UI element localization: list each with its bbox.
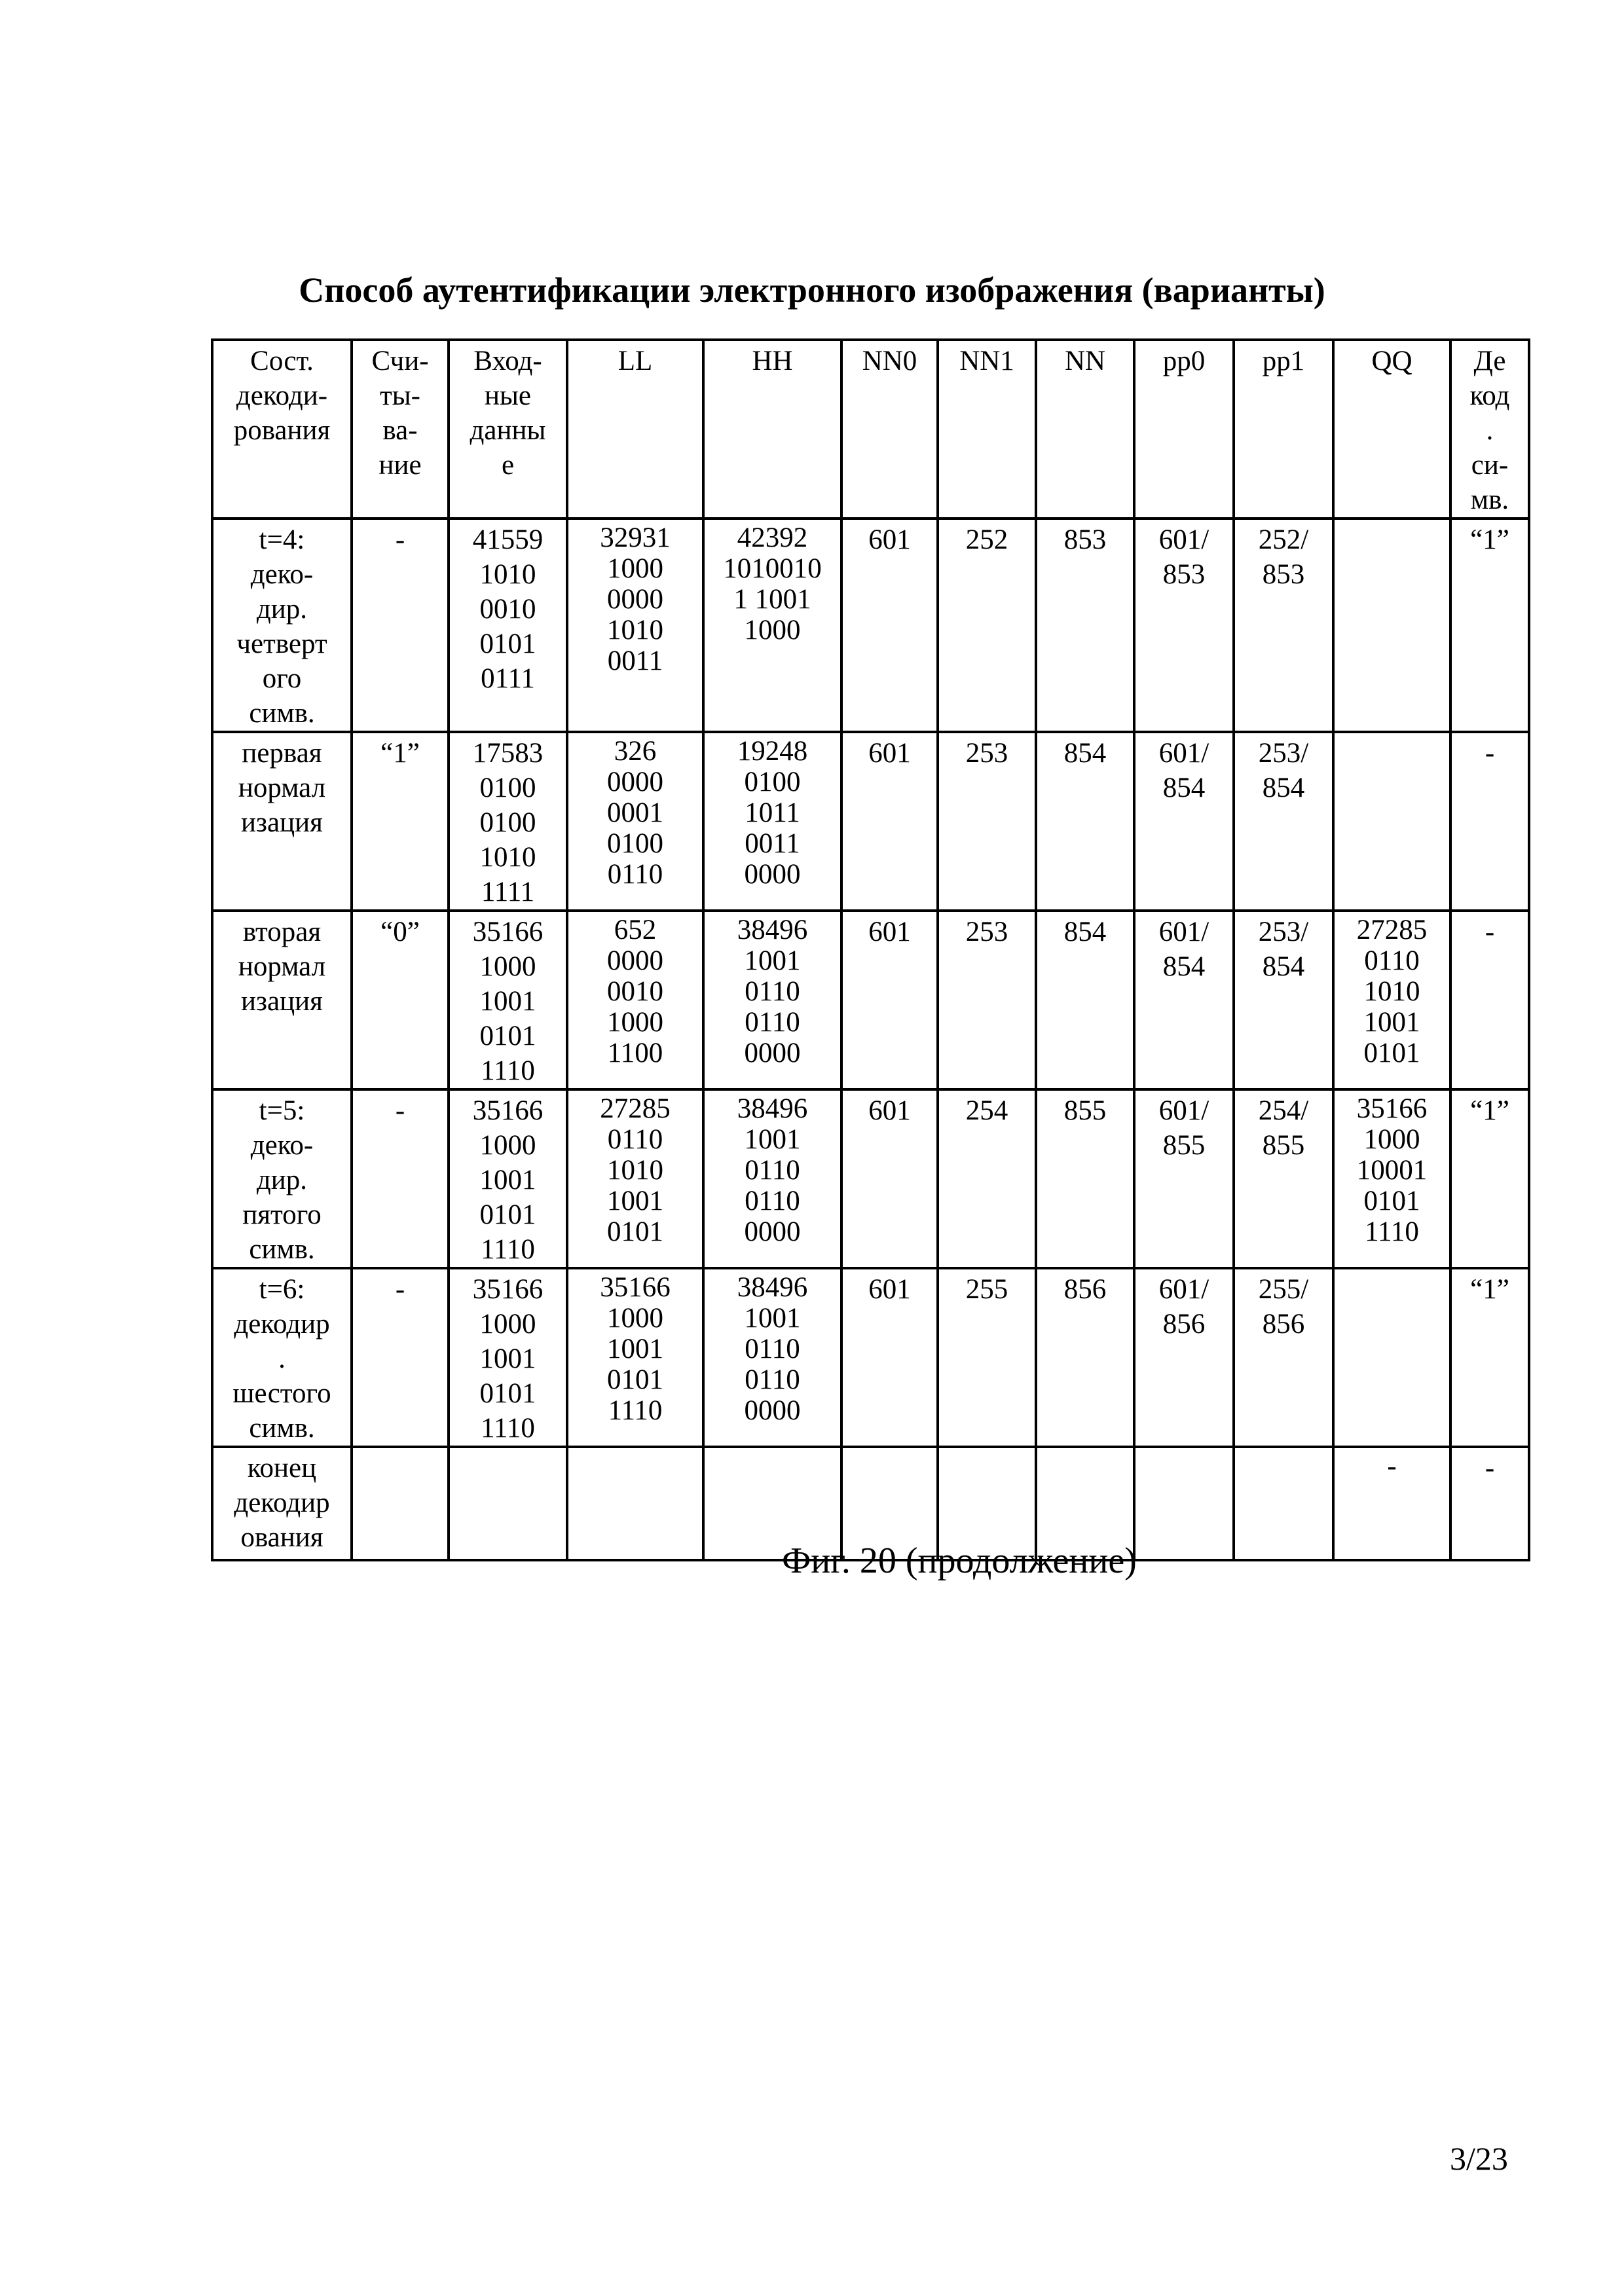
cell-line: 853 <box>1236 557 1331 592</box>
cell-line: нормал <box>215 771 349 805</box>
cell-line: 0101 <box>451 627 564 661</box>
cell-line: 0110 <box>706 1334 839 1364</box>
cell-line: 0000 <box>706 1395 839 1426</box>
cell-nn <box>1036 1268 1134 1447</box>
cell-line: 1010 <box>570 615 701 646</box>
cell-line: - <box>1453 1451 1526 1485</box>
cell-nn0 <box>841 911 938 1089</box>
cell-line: 0100 <box>570 828 701 859</box>
cell-line: 0110 <box>1336 945 1448 976</box>
cell-decoding-state <box>212 911 352 1089</box>
cell-line: 856 <box>1137 1307 1231 1341</box>
cell-line: 0100 <box>451 805 564 840</box>
cell-line: 27285 <box>1336 915 1448 945</box>
cell-input-data <box>449 1089 567 1268</box>
cell-line: pp0 <box>1137 344 1231 378</box>
cell-line: 0000 <box>706 859 839 890</box>
cell-line: 38496 <box>706 915 839 945</box>
cell-reading <box>352 519 449 732</box>
cell-line: 0101 <box>1336 1186 1448 1216</box>
cell-line: 0001 <box>570 797 701 828</box>
cell-line: 1010 <box>451 840 564 875</box>
cell-line: 1000 <box>570 1303 701 1334</box>
cell-line: NN <box>1039 344 1132 378</box>
cell-line: “1” <box>1453 1272 1526 1307</box>
cell-line: 0110 <box>706 976 839 1007</box>
cell-line: рования <box>215 413 349 448</box>
cell-line: 0101 <box>570 1364 701 1395</box>
cell-line: 853 <box>1137 557 1231 592</box>
cell-line: изация <box>215 805 349 840</box>
cell-input-data <box>449 1268 567 1447</box>
cell-line: 854 <box>1137 949 1231 984</box>
cell-line: декодир <box>215 1485 349 1520</box>
cell-line: Счи- <box>354 344 446 378</box>
cell-line: 1010010 <box>706 553 839 584</box>
cell-reading <box>352 732 449 911</box>
cell-line: 0000 <box>570 767 701 797</box>
cell-nn0 <box>841 732 938 911</box>
cell-line: 855 <box>1236 1128 1331 1163</box>
cell-line: NN0 <box>844 344 935 378</box>
cell-nn1 <box>938 519 1036 732</box>
cell-pp0 <box>1134 1089 1234 1268</box>
cell-line: 0000 <box>570 945 701 976</box>
cell-line: первая <box>215 736 349 771</box>
cell-nn1 <box>938 911 1036 1089</box>
cell-line: симв. <box>215 696 349 731</box>
cell-line: 0110 <box>706 1186 839 1216</box>
cell-line: дир. <box>215 592 349 627</box>
cell-line: декодир <box>215 1307 349 1341</box>
header-pp1 <box>1234 340 1333 519</box>
cell-line: 601 <box>844 1272 935 1307</box>
cell-line: 0000 <box>706 1216 839 1247</box>
cell-line: четверт <box>215 627 349 661</box>
cell-line: 0010 <box>451 592 564 627</box>
cell-nn <box>1036 732 1134 911</box>
cell-pp1 <box>1234 911 1333 1089</box>
cell-line: шестого <box>215 1376 349 1411</box>
cell-decoding-state <box>212 1447 352 1560</box>
cell-line: 601 <box>844 522 935 557</box>
cell-pp1 <box>1234 1089 1333 1268</box>
cell-line: 856 <box>1039 1272 1132 1307</box>
cell-line: 601/ <box>1137 915 1231 949</box>
cell-line: 1110 <box>451 1053 564 1088</box>
cell-line: 1001 <box>570 1334 701 1364</box>
cell-reading <box>352 911 449 1089</box>
cell-line: 1010 <box>1336 976 1448 1007</box>
cell-qq <box>1333 732 1450 911</box>
cell-line: 1110 <box>1336 1216 1448 1247</box>
cell-line: 38496 <box>706 1272 839 1303</box>
cell-reading <box>352 1268 449 1447</box>
cell-line: 255 <box>940 1272 1033 1307</box>
cell-pp1 <box>1234 1268 1333 1447</box>
table-row <box>212 1089 1529 1268</box>
cell-line: 1000 <box>451 1307 564 1341</box>
cell-line: симв. <box>215 1411 349 1446</box>
cell-line: - <box>1453 736 1526 771</box>
cell-line: 252/ <box>1236 522 1331 557</box>
header-hh <box>703 340 841 519</box>
header-input-data <box>449 340 567 519</box>
cell-nn <box>1036 1089 1134 1268</box>
cell-ll <box>567 1089 703 1268</box>
cell-line: 1001 <box>451 1163 564 1197</box>
cell-line: пятого <box>215 1197 349 1232</box>
figure-caption: Фиг. 20 (продолжение) <box>782 1540 1137 1582</box>
cell-ll <box>567 911 703 1089</box>
cell-nn <box>1036 911 1134 1089</box>
cell-line: вторая <box>215 915 349 949</box>
cell-line: 1100 <box>570 1038 701 1068</box>
table-row <box>212 519 1529 732</box>
cell-line: HH <box>706 344 839 378</box>
cell-line: 41559 <box>451 522 564 557</box>
cell-line: “1” <box>1453 1093 1526 1128</box>
page-number: 3/23 <box>1450 2140 1508 2178</box>
cell-line: 35166 <box>451 1272 564 1307</box>
header-row <box>212 340 1529 519</box>
cell-decoded-symbol <box>1450 732 1529 911</box>
cell-line: 1110 <box>451 1411 564 1446</box>
cell-line: - <box>354 1272 446 1307</box>
cell-line: 601/ <box>1137 736 1231 771</box>
cell-line: 253 <box>940 736 1033 771</box>
cell-line: 854 <box>1236 949 1331 984</box>
cell-line: NN1 <box>940 344 1033 378</box>
cell-decoded-symbol <box>1450 1447 1529 1560</box>
cell-line: мв. <box>1453 483 1526 517</box>
cell-nn1 <box>938 732 1036 911</box>
cell-line: 1001 <box>451 984 564 1019</box>
header-decoding-state <box>212 340 352 519</box>
cell-line: 853 <box>1039 522 1132 557</box>
cell-nn1 <box>938 1089 1036 1268</box>
cell-line: 0100 <box>706 767 839 797</box>
cell-line: 1010 <box>451 557 564 592</box>
cell-line: 856 <box>1236 1307 1331 1341</box>
cell-decoded-symbol <box>1450 1268 1529 1447</box>
cell-line: 1000 <box>570 553 701 584</box>
cell-line: - <box>1336 1451 1448 1482</box>
cell-line: 652 <box>570 915 701 945</box>
cell-line: t=6: <box>215 1272 349 1307</box>
cell-line: 1000 <box>451 949 564 984</box>
cell-line: - <box>354 522 446 557</box>
cell-pp0 <box>1134 732 1234 911</box>
cell-input-data <box>449 519 567 732</box>
cell-line: 1001 <box>706 945 839 976</box>
cell-qq <box>1333 1268 1450 1447</box>
cell-line: 601/ <box>1137 1093 1231 1128</box>
cell-line: дир. <box>215 1163 349 1197</box>
cell-line: ние <box>354 448 446 483</box>
cell-line: “1” <box>1453 522 1526 557</box>
cell-line: Сост. <box>215 344 349 378</box>
cell-line: “1” <box>354 736 446 771</box>
cell-reading <box>352 1089 449 1268</box>
cell-line: 0101 <box>451 1019 564 1053</box>
cell-line: 601 <box>844 1093 935 1128</box>
cell-line: 35166 <box>451 1093 564 1128</box>
cell-line: ования <box>215 1520 349 1555</box>
cell-hh <box>703 911 841 1089</box>
cell-line: “0” <box>354 915 446 949</box>
cell-hh <box>703 1089 841 1268</box>
cell-decoding-state <box>212 732 352 911</box>
cell-line: 0101 <box>570 1216 701 1247</box>
table-row <box>212 1268 1529 1447</box>
cell-line: 601 <box>844 915 935 949</box>
cell-decoding-state <box>212 1268 352 1447</box>
cell-line: ты- <box>354 378 446 413</box>
cell-line: 35166 <box>451 915 564 949</box>
cell-line: Вход- <box>451 344 564 378</box>
cell-line: t=5: <box>215 1093 349 1128</box>
header-reading <box>352 340 449 519</box>
cell-line: 253/ <box>1236 736 1331 771</box>
cell-decoded-symbol <box>1450 1089 1529 1268</box>
cell-line: - <box>354 1093 446 1128</box>
cell-line: е <box>451 448 564 483</box>
cell-line: . <box>1453 413 1526 448</box>
header-ll <box>567 340 703 519</box>
cell-line: 1000 <box>1336 1124 1448 1155</box>
cell-input-data <box>449 1447 567 1560</box>
cell-line: 854 <box>1236 771 1331 805</box>
cell-qq <box>1333 911 1450 1089</box>
cell-line: 38496 <box>706 1093 839 1124</box>
cell-line: 0100 <box>451 771 564 805</box>
cell-line: 1001 <box>451 1341 564 1376</box>
cell-line: 1000 <box>570 1007 701 1038</box>
cell-line: 1110 <box>570 1395 701 1426</box>
cell-line: 0110 <box>706 1007 839 1038</box>
cell-decoded-symbol <box>1450 519 1529 732</box>
cell-nn0 <box>841 1268 938 1447</box>
document-title: Способ аутентификации электронного изображения (варианты) <box>0 270 1624 310</box>
cell-line: 1001 <box>706 1124 839 1155</box>
cell-line: 1001 <box>1336 1007 1448 1038</box>
cell-line: 254 <box>940 1093 1033 1128</box>
header-nn <box>1036 340 1134 519</box>
cell-line: . <box>215 1341 349 1376</box>
cell-line: 19248 <box>706 736 839 767</box>
cell-line: 253/ <box>1236 915 1331 949</box>
cell-line: 1011 <box>706 797 839 828</box>
cell-line: ого <box>215 661 349 696</box>
cell-nn0 <box>841 519 938 732</box>
cell-line: симв. <box>215 1232 349 1267</box>
cell-line: Де <box>1453 344 1526 378</box>
header-pp0 <box>1134 340 1234 519</box>
decoding-table <box>211 338 1530 1561</box>
cell-line: 254/ <box>1236 1093 1331 1128</box>
cell-line: 0101 <box>1336 1038 1448 1068</box>
cell-ll <box>567 519 703 732</box>
cell-line: 601/ <box>1137 1272 1231 1307</box>
cell-line: QQ <box>1336 344 1448 378</box>
cell-line: 1001 <box>570 1186 701 1216</box>
cell-pp0 <box>1134 911 1234 1089</box>
cell-line: 252 <box>940 522 1033 557</box>
cell-line: конец <box>215 1451 349 1485</box>
header-nn1 <box>938 340 1036 519</box>
cell-ll <box>567 732 703 911</box>
cell-line: 0101 <box>451 1376 564 1411</box>
cell-line: код <box>1453 378 1526 413</box>
cell-line: - <box>1453 915 1526 949</box>
cell-input-data <box>449 732 567 911</box>
header-decoded-symbol <box>1450 340 1529 519</box>
cell-line: декоди- <box>215 378 349 413</box>
cell-line: 0011 <box>706 828 839 859</box>
cell-line: 0110 <box>706 1155 839 1186</box>
table-row <box>212 732 1529 911</box>
cell-line: 17583 <box>451 736 564 771</box>
cell-line: 855 <box>1039 1093 1132 1128</box>
cell-line: 10001 <box>1336 1155 1448 1186</box>
cell-qq <box>1333 519 1450 732</box>
cell-line: 1000 <box>451 1128 564 1163</box>
cell-line: 0110 <box>570 1124 701 1155</box>
cell-line: ва- <box>354 413 446 448</box>
cell-line: 326 <box>570 736 701 767</box>
cell-line: 601 <box>844 736 935 771</box>
cell-reading <box>352 1447 449 1560</box>
cell-line: t=4: <box>215 522 349 557</box>
cell-line: 35166 <box>570 1272 701 1303</box>
cell-line: 601/ <box>1137 522 1231 557</box>
cell-qq <box>1333 1089 1450 1268</box>
cell-line: 0110 <box>570 859 701 890</box>
cell-line: 1110 <box>451 1232 564 1267</box>
cell-line: LL <box>570 344 701 378</box>
cell-line: 0010 <box>570 976 701 1007</box>
table-row <box>212 911 1529 1089</box>
cell-line: 854 <box>1039 736 1132 771</box>
cell-pp1 <box>1234 519 1333 732</box>
cell-decoded-symbol <box>1450 911 1529 1089</box>
cell-line: 0011 <box>570 646 701 676</box>
cell-line: 0111 <box>451 661 564 696</box>
cell-line: 32931 <box>570 522 701 553</box>
header-qq <box>1333 340 1450 519</box>
cell-line: 854 <box>1137 771 1231 805</box>
cell-pp0 <box>1134 1268 1234 1447</box>
cell-line: 1 1001 <box>706 584 839 615</box>
cell-ll <box>567 1447 703 1560</box>
cell-line: 27285 <box>570 1093 701 1124</box>
cell-line: 42392 <box>706 522 839 553</box>
cell-line: 854 <box>1039 915 1132 949</box>
cell-line: 1001 <box>706 1303 839 1334</box>
cell-nn0 <box>841 1089 938 1268</box>
cell-line: 1010 <box>570 1155 701 1186</box>
cell-line: деко- <box>215 1128 349 1163</box>
cell-hh <box>703 519 841 732</box>
cell-line: 0110 <box>706 1364 839 1395</box>
cell-line: 255/ <box>1236 1272 1331 1307</box>
cell-qq <box>1333 1447 1450 1560</box>
cell-pp1 <box>1234 1447 1333 1560</box>
cell-line: ные <box>451 378 564 413</box>
header-nn0 <box>841 340 938 519</box>
cell-pp0 <box>1134 1447 1234 1560</box>
cell-line: нормал <box>215 949 349 984</box>
cell-ll <box>567 1268 703 1447</box>
cell-line: деко- <box>215 557 349 592</box>
cell-line: 1000 <box>706 615 839 646</box>
cell-nn1 <box>938 1268 1036 1447</box>
cell-line: изация <box>215 984 349 1019</box>
cell-decoding-state <box>212 519 352 732</box>
cell-line: pp1 <box>1236 344 1331 378</box>
cell-decoding-state <box>212 1089 352 1268</box>
cell-line: си- <box>1453 448 1526 483</box>
cell-pp1 <box>1234 732 1333 911</box>
cell-line: 855 <box>1137 1128 1231 1163</box>
cell-line: 1111 <box>451 875 564 909</box>
cell-nn <box>1036 519 1134 732</box>
cell-input-data <box>449 911 567 1089</box>
cell-line: 253 <box>940 915 1033 949</box>
cell-line: данны <box>451 413 564 448</box>
cell-line: 35166 <box>1336 1093 1448 1124</box>
cell-hh <box>703 732 841 911</box>
cell-hh <box>703 1268 841 1447</box>
cell-pp0 <box>1134 519 1234 732</box>
cell-line: 0101 <box>451 1197 564 1232</box>
cell-line: 0000 <box>706 1038 839 1068</box>
cell-line: 0000 <box>570 584 701 615</box>
